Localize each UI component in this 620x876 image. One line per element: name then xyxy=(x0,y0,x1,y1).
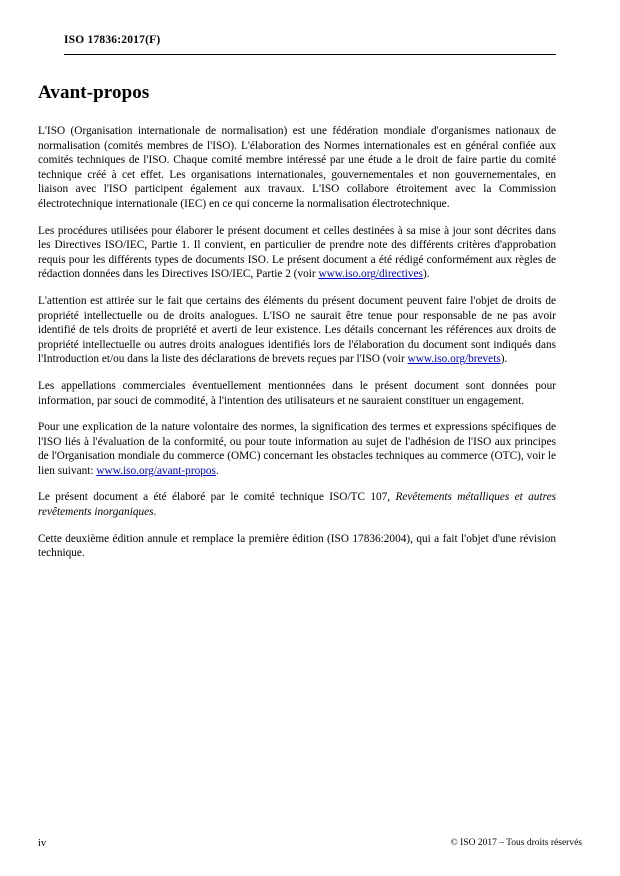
header-divider xyxy=(64,54,556,55)
paragraph-2-text-after-link: ). xyxy=(422,268,430,281)
paragraph-foreword-2 xyxy=(38,224,556,282)
link-iso-directives[interactable]: www.iso.org/directives xyxy=(318,268,423,281)
paragraph-3-text-after-link: ). xyxy=(500,353,508,366)
footer-copyright: © ISO 2017 – Tous droits réservés xyxy=(450,838,582,848)
paragraph-1-text: L'ISO (Organisation internationale de normalisation) est une fédération mondiale d'organismes nationaux de normalisation (comités membres de l'ISO). L'élaboration des Normes internationales est en général confiée aux comités techniques de l'ISO. Chaque comité membre intéressé par une étude a le droit de faire partie du comité technique créé à cet effet. Les organisations internationales, gouvernementales et non gouvernementales, en liaison avec l'ISO participent également aux travaux. L'ISO collabore étroitement avec la Commission électrotechnique internationale (IEC) en ce qui concerne la normalisation électrotechnique. xyxy=(38,125,556,210)
page-title: Avant-propos xyxy=(38,82,150,103)
paragraph-7-text: Cette deuxième édition annule et remplace la première édition (ISO 17836:2004), qui a fait l'objet d'une révision technique. xyxy=(38,532,556,560)
paragraph-foreword-3 xyxy=(38,294,556,367)
footer-page-number: iv xyxy=(38,838,47,849)
paragraph-5-text-after-link: . xyxy=(215,464,219,477)
paragraph-foreword-6 xyxy=(38,490,556,519)
paragraph-6-text-before-italic: Le présent document a été élaboré par le comité technique ISO/TC 107, xyxy=(38,491,396,504)
paragraph-foreword-1 xyxy=(38,124,556,212)
link-iso-brevets[interactable]: www.iso.org/brevets xyxy=(407,353,501,366)
paragraph-foreword-5 xyxy=(38,420,556,478)
document-content xyxy=(38,82,556,561)
paragraph-foreword-4 xyxy=(38,379,556,408)
page-header: ISO 17836:2017(F) xyxy=(64,34,161,46)
link-iso-avant-propos[interactable]: www.iso.org/avant-propos xyxy=(96,464,216,477)
paragraph-6-text-after-italic: . xyxy=(153,506,157,519)
paragraph-foreword-7 xyxy=(38,532,556,561)
paragraph-3-text-before-link: L'attention est attirée sur le fait que certains des éléments du présent document peuvent faire l'objet de droits de propriété intellectuelle ou de droits analogues. L'ISO ne saurait être tenue pour responsable de ne pas avoir identifié de tels droits de propriété et averti de leur existence. Les détails concernant les références aux droits de propriété intellectuelle ou autres droits analogues identifiés lors de l'élaboration du document sont indiqués dans l'Introduction et/ou dans la liste des déclarations de brevets reçues par l'ISO (voir xyxy=(38,294,556,366)
paragraph-5-text-before-link: Pour une explication de la nature volontaire des normes, la signification des termes et expressions spécifiques de l'ISO liés à l'évaluation de la conformité, ou pour toute information au sujet de l'adhésion de l'ISO aux principes de l'Organisation mondiale du commerce (OMC) concernant les obstacles techniques au commerce (OTC), voir le lien suivant: xyxy=(38,421,556,477)
paragraph-2-text-before-link: Les procédures utilisées pour élaborer le présent document et celles destinées à sa mise à jour sont décrites dans les Directives ISO/IEC, Partie 1. Il convient, en particulier de prendre note des différents critères d'approbation requis pour les différents types de documents ISO. Le présent document a été rédigé conformément aux règles de rédaction données dans les Directives ISO/IEC, Partie 2 (voir xyxy=(38,224,556,281)
paragraph-4-text: Les appellations commerciales éventuellement mentionnées dans le présent document sont données pour information, par souci de commodité, à l'intention des utilisateurs et ne sauraient constituer un engagement. xyxy=(38,379,556,407)
committee-scope-title: Revêtements métalliques et autres revêtements inorganiques xyxy=(38,491,556,519)
